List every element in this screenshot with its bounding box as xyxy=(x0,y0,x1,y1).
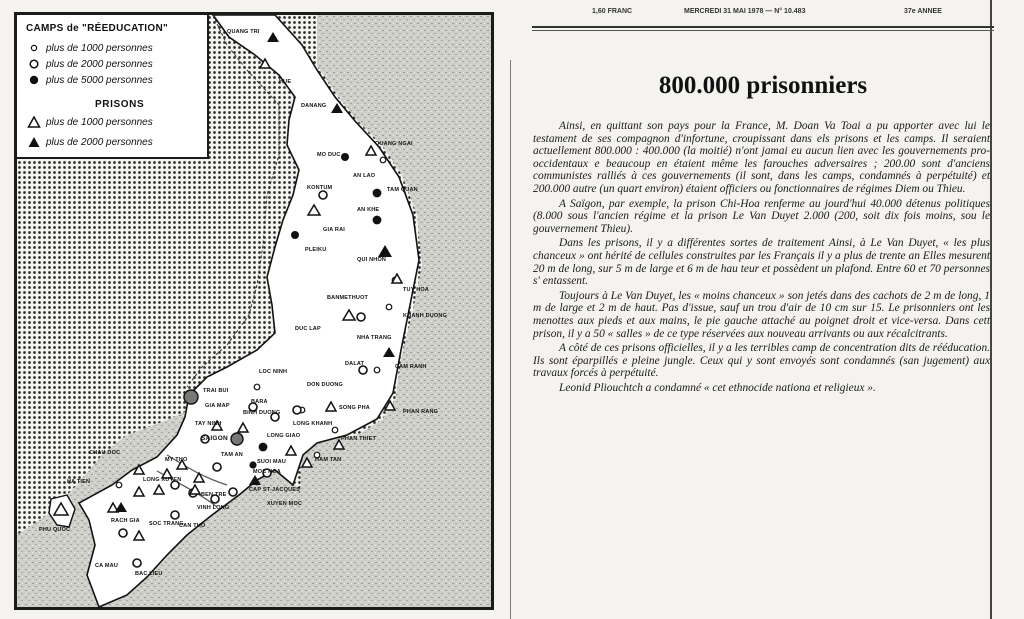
place-label: DALAT xyxy=(345,361,365,367)
place-label: PHU QUOC xyxy=(39,527,71,533)
open-circle-icon xyxy=(26,58,42,70)
place-label: LONG XUYEN xyxy=(143,477,182,483)
article-paragraph: Dans les prisons, il y a différentes sortes de traitement Ainsi, à Le Van Duyet, « les plus chanceux » ont hérité de cellules construites par les Français il y a plus de trente an Elles mesurent 20 m de long, sur 5 m de large et 6 m de hau teur et possèdent un plafond. Entre 60 et 70 personnes s' entassent. xyxy=(533,237,990,288)
place-label: SAIGON xyxy=(201,435,228,442)
place-label: LONG GIAO xyxy=(267,433,301,439)
place-label: RACH GIA xyxy=(111,518,140,524)
place-label: BANMETHUOT xyxy=(327,295,369,301)
legend-prisons-title: PRISONS xyxy=(95,99,145,110)
place-label: VINH LONG xyxy=(197,505,230,511)
place-label: SOC TRANG xyxy=(149,521,184,527)
place-label: GIA MAP xyxy=(205,403,230,409)
legend-camps-title: CAMPS de "RÉEDUCATION" xyxy=(26,23,169,34)
place-label: HAM TAN xyxy=(315,457,342,463)
article-paragraph: Toujours à Le Van Duyet, les « moins chanceux » son jetés dans des cachots de 2 m de long, 1 m de large et 2 m de haut. Pas d'issue, sauf un trou d'air de 10 cm sur 15. Le prisonniers ont les menottes aux pieds et aux mains, le pie gauche attaché au poignet droit et vice-versa. Dans cett prison, il y a 50 « salles » de ce type réservées aux nouveau arrivants ou aux récalcitrants. xyxy=(533,289,990,340)
place-label: MOC HOA xyxy=(253,469,281,475)
place-label: DON DUONG xyxy=(307,382,344,388)
place-label: AN LAO xyxy=(353,173,376,179)
legend-prison-2000-label: plus de 2000 personnes xyxy=(46,136,153,148)
legend-prison-2000 xyxy=(26,136,153,148)
place-label: TAY NINH xyxy=(195,421,222,427)
legend-prison-1000 xyxy=(26,116,153,128)
map-panel xyxy=(14,12,494,610)
article-paragraph: A côté de ces prisons officielles, il y a les terribles camp de concentration dits de rééducation. Ils sont éparpillés e pleine jungle. Ceux qui y sont envoyés sont condamnés (san jugement) aux travaux forcés à perpétuité. xyxy=(533,342,990,380)
place-label: BARA xyxy=(251,399,268,405)
place-label: SUOI MAU xyxy=(257,459,287,465)
place-label: PHAN RANG xyxy=(403,409,439,415)
place-label: AN KHE xyxy=(357,207,380,213)
place-label: HUE xyxy=(279,79,292,85)
place-label: CAN THO xyxy=(179,523,206,529)
article-body xyxy=(533,120,990,396)
small-open-circle-icon xyxy=(26,42,42,54)
place-label: QUI NHON xyxy=(357,257,387,263)
place-label: GIA RAI xyxy=(323,227,345,233)
legend-camp-1000 xyxy=(26,42,153,54)
place-label: CA MAU xyxy=(95,563,118,569)
legend-camp-2000-label: plus de 2000 personnes xyxy=(46,58,153,70)
masthead-year: 37e ANNEE xyxy=(904,8,942,15)
article-title: 800.000 prisonniers xyxy=(658,72,868,99)
legend-camp-2000 xyxy=(26,58,153,70)
place-label: BAC LIEU xyxy=(135,571,163,577)
legend-camp-5000 xyxy=(26,74,153,86)
masthead-rule xyxy=(532,30,994,31)
place-label: TUY HOA xyxy=(403,287,430,293)
place-label: CAM RANH xyxy=(395,364,427,370)
place-label: TRAI BUI xyxy=(203,388,229,394)
place-label: LOC NINH xyxy=(259,369,288,375)
place-label: BINH DUONG xyxy=(243,410,281,416)
masthead xyxy=(532,0,994,28)
place-label: MO DUC xyxy=(317,152,341,158)
place-label: MY THO xyxy=(165,457,188,463)
legend-camp-1000-label: plus de 1000 personnes xyxy=(46,42,153,54)
column-rule xyxy=(510,60,511,619)
article-paragraph: A Saïgon, par exemple, la prison Chi-Hoa renferme au jourd'hui 40.000 détenus politiques (8.000 sous l'ancien régime et la prison Le Van Duyet 2.000 (200, soit dix fois moins, sou le gouvernement Thieu). xyxy=(533,197,990,235)
place-label: NHA TRANG xyxy=(357,335,392,341)
place-label: PLEIKU xyxy=(305,247,327,253)
legend-prison-1000-label: plus de 1000 personnes xyxy=(46,116,153,128)
place-label: DUC LAP xyxy=(295,326,321,332)
masthead-price: 1,60 FRANC xyxy=(592,8,633,15)
place-label: SONG PHA xyxy=(339,405,370,411)
place-label: XUYEN MOC xyxy=(267,501,303,507)
article-paragraph: Ainsi, en quittant son pays pour la France, M. Doan Va Toai a pu apporter avec lui le testament de ses compagnon d'infortune, croupissant dans els prisons et les camps. Il seraient actuellement 800.000 : 400.000 (la moitié) n'ont jamai eu aucun lien avec les gouvernements pro-occidentaux e beaucoup en étaient même les farouches adversaires ; 200.00 sont d'anciens communistes ralliés à ces gouvernements (il sont, dans les camps, condamnés à perpétuité) et 200.000 autre (un quart environ) étaient officiers ou fonctionnaires de régimes Diem ou Thieu. xyxy=(533,120,990,195)
map-legend xyxy=(17,15,209,159)
place-label: BEN TRE xyxy=(201,492,227,498)
place-label: KHANH DUONG xyxy=(403,313,448,319)
legend-camp-5000-label: plus de 5000 personnes xyxy=(46,74,153,86)
open-triangle-icon xyxy=(26,116,42,128)
place-label: HA TIEN xyxy=(67,479,91,485)
place-label: PHAN THIET xyxy=(341,436,376,442)
place-label: QUANG TRI xyxy=(227,29,260,35)
filled-circle-icon xyxy=(26,74,42,86)
place-label: QUANG NGAI xyxy=(375,141,413,147)
place-label: TAM AN xyxy=(221,452,243,458)
place-label: CAP ST-JACQUES xyxy=(249,487,300,493)
place-label: TAM QUAN xyxy=(387,187,418,193)
place-label: CHAU DOC xyxy=(89,450,121,456)
filled-triangle-icon xyxy=(26,136,42,148)
place-label: KONTUM xyxy=(307,185,333,191)
place-label: LONG KHANH xyxy=(293,421,333,427)
article-paragraph: Leonid Pliouchtch a condamné « cet ethnocide nationa et religieux ». xyxy=(559,381,876,394)
place-label: DANANG xyxy=(301,103,327,109)
masthead-date: MERCREDI 31 MAI 1978 — N° 10.483 xyxy=(684,8,806,15)
